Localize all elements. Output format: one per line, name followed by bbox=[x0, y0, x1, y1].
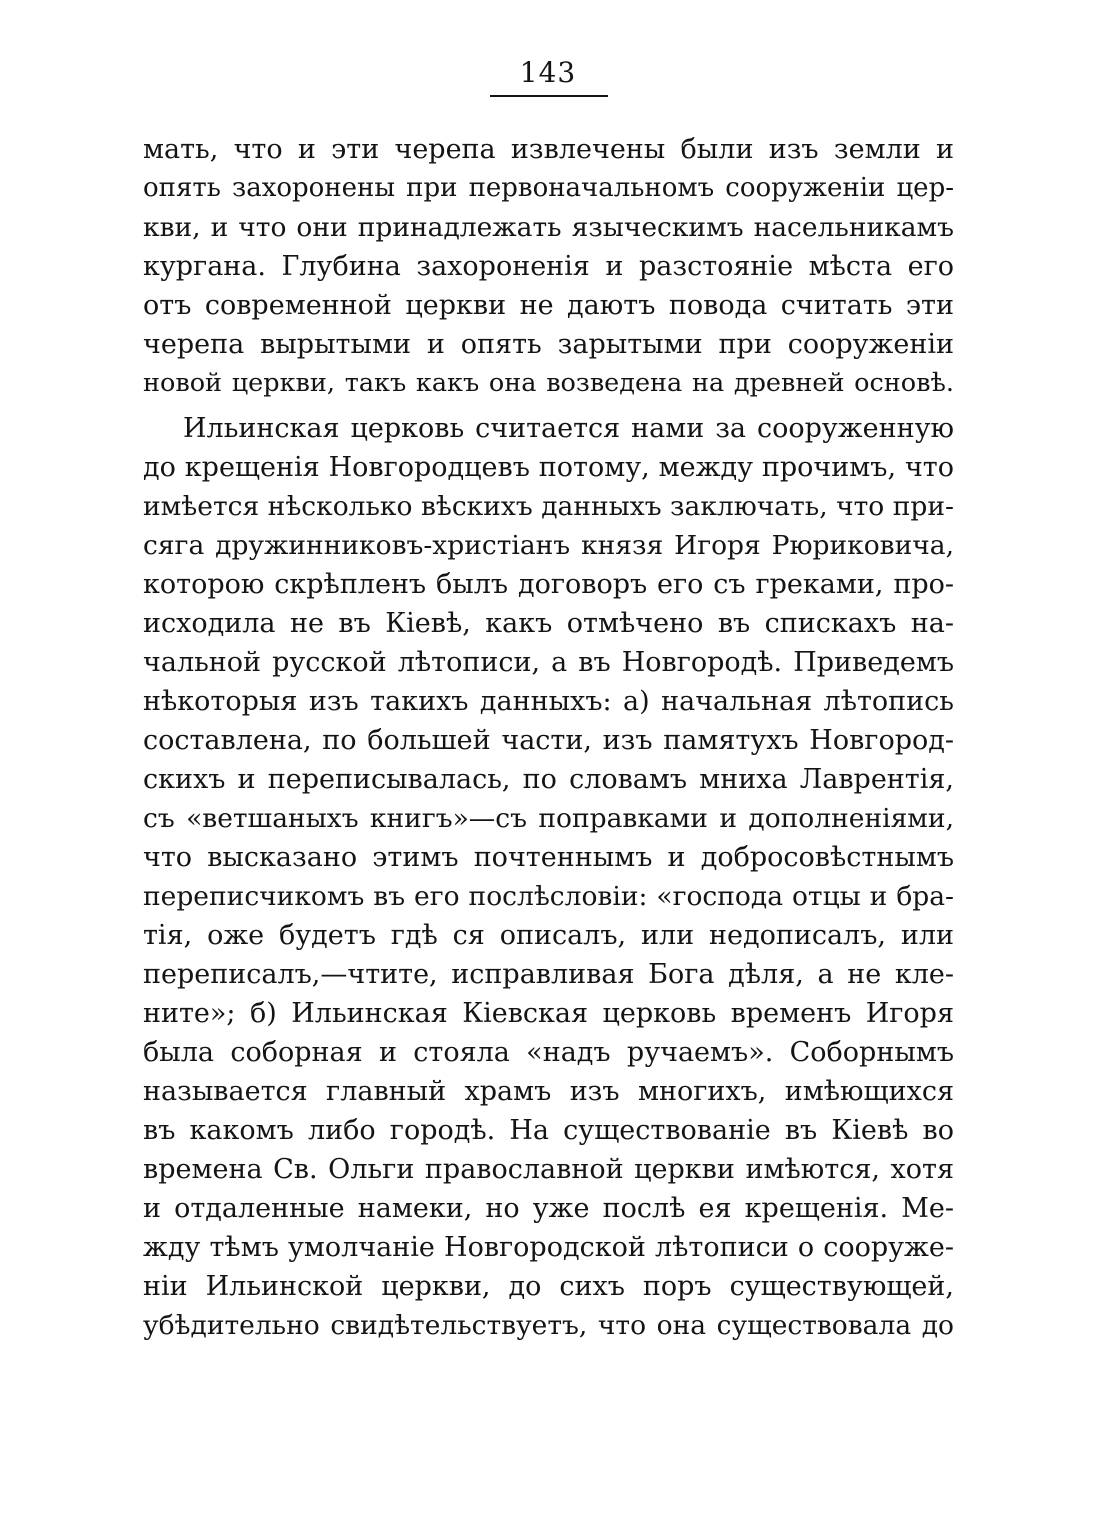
text-line: скихъ и переписывалась, по словамъ мниха Лаврентія, bbox=[143, 764, 954, 795]
text-line: которою скрѣпленъ былъ договоръ его съ греками, про- bbox=[143, 569, 954, 600]
text-line: убѣдительно свидѣтельствуетъ, что она существовала до bbox=[143, 1310, 954, 1341]
text-line: составлена, по большей части, изъ памятухъ Новгород- bbox=[143, 725, 954, 756]
text-line: чальной русской лѣтописи, а въ Новгородѣ. Приведемъ bbox=[143, 647, 954, 678]
text-line: новой церкви, такъ какъ она возведена на древней основѣ. bbox=[143, 368, 954, 398]
text-line: въ какомъ либо городѣ. На существованіе въ Кіевѣ во bbox=[143, 1115, 954, 1146]
text-line: жду тѣмъ умолчаніе Новгородской лѣтописи о сооруже- bbox=[143, 1232, 954, 1263]
text-line: имѣется нѣсколько вѣскихъ данныхъ заключать, что при- bbox=[143, 491, 954, 522]
text-line: отъ современной церкви не даютъ повода считать эти bbox=[143, 290, 954, 321]
text-line: кви, и что они принадлежать языческимъ насельникамъ bbox=[143, 212, 954, 243]
text-line: и отдаленные намеки, но уже послѣ ея крещенія. Ме- bbox=[143, 1193, 954, 1224]
text-line: называется главный храмъ изъ многихъ, имѣющихся bbox=[143, 1076, 954, 1107]
text-line: переписчикомъ въ его послѣсловіи: «господа отцы и бра- bbox=[143, 881, 954, 912]
text-line: ните»; б) Ильинская Кіевская церковь временъ Игоря bbox=[143, 998, 954, 1029]
text-line: тія, оже будетъ гдѣ ся описалъ, или недописалъ, или bbox=[143, 920, 954, 951]
text-line: была соборная и стояла «надъ ручаемъ». Соборнымъ bbox=[143, 1037, 954, 1068]
text-line: ніи Ильинской церкви, до сихъ поръ существующей, bbox=[143, 1271, 954, 1302]
text-line: нѣкоторыя изъ такихъ данныхъ: а) начальная лѣтопись bbox=[143, 686, 954, 717]
text-line: кургана. Глубина захороненія и разстояніе мѣста его bbox=[143, 251, 954, 282]
text-line: черепа вырытыми и опять зарытыми при сооруженіи bbox=[143, 329, 954, 360]
text-line: съ «ветшаныхъ книгъ»—съ поправками и дополненіями, bbox=[143, 803, 954, 834]
text-line: мать, что и эти черепа извлечены были изъ земли и bbox=[143, 134, 954, 165]
page-number: 143 bbox=[519, 56, 577, 89]
page-number-rule bbox=[490, 95, 608, 97]
body-text bbox=[143, 130, 954, 1345]
text-line: Ильинская церковь считается нами за сооруженную bbox=[183, 413, 954, 444]
text-line: до крещенія Новгородцевъ потому, между прочимъ, что bbox=[143, 452, 954, 483]
text-line: что высказано этимъ почтеннымъ и добросовѣстнымъ bbox=[143, 842, 954, 873]
text-line: опять захоронены при первоначальномъ сооруженіи цер- bbox=[143, 173, 954, 203]
text-line: исходила не въ Кіевѣ, какъ отмѣчено въ спискахъ на- bbox=[143, 608, 954, 639]
text-line: переписалъ,—чтите, исправливая Бога дѣля, а не кле- bbox=[143, 959, 954, 990]
text-line: сяга дружинниковъ-христіанъ князя Игоря Рюриковича, bbox=[143, 530, 954, 561]
text-line: времена Св. Ольги православной церкви имѣются, хотя bbox=[143, 1154, 954, 1185]
